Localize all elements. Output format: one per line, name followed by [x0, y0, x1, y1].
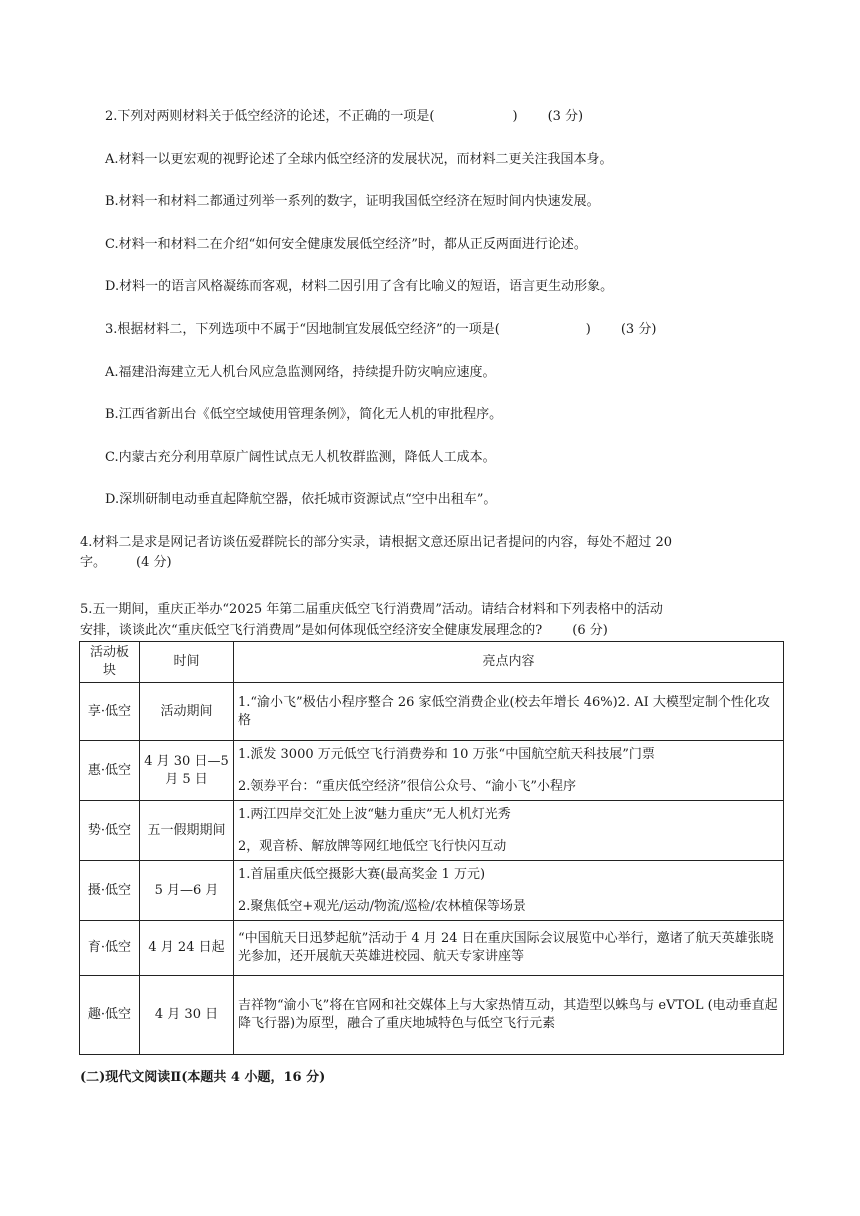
- header-time: 时间: [140, 642, 234, 683]
- row-time: 活动期间: [140, 683, 234, 741]
- q4-score: (4 分): [136, 555, 172, 570]
- q3-option-c: C.内蒙古充分利用草原广阔性试点无人机牧群监测，降低人工成本。: [105, 450, 496, 465]
- row-highlights: [234, 801, 784, 861]
- row-time: 4 月 30 日—5 月 5 日: [140, 741, 234, 801]
- section-heading: (二)现代文阅读Ⅱ(本题共 4 小题，16 分): [80, 1070, 326, 1085]
- row-highlights: [234, 921, 784, 976]
- highlight-text: “中国航天日迅梦起航”活动于 4 月 24 日在重庆国际会议展览中心举行，邀诸了航天英雄张晓光参加，还开展航天英雄进校园、航天专家讲座等: [238, 931, 774, 964]
- highlight-text: 1.“渝小飞”极估小程序整合 26 家低空消费企业(校去年增长 46%)2. AI 大模型定制个性化攻格: [238, 694, 770, 728]
- q3-close-paren: ): [585, 322, 591, 337]
- q3-stem-text: 3.根据材料二，下列选项中不属于“因地制宜发展低空经济”的一项是(: [105, 322, 500, 337]
- row-highlights: [234, 861, 784, 921]
- row-block: 趣·低空: [80, 976, 140, 1055]
- q3-option-a: A.福建沿海建立无人机台风应急监测网络，持续提升防灾响应速度。: [105, 365, 496, 380]
- q2-score: (3 分): [547, 109, 584, 124]
- activity-table: [79, 641, 784, 1055]
- table-row: [80, 921, 784, 976]
- row-block: 享·低空: [80, 683, 140, 741]
- row-highlights: [234, 683, 784, 741]
- q2-stem-text: 2.下列对两则材料关于低空经济的论述，不正确的一项是(: [105, 109, 435, 124]
- table-header-row: [80, 642, 784, 683]
- highlight-item-2: 2.聚焦低空+观光/运动/物流/巡检/农林植保等场景: [238, 898, 526, 914]
- q4-line2-text: 字。: [80, 555, 107, 570]
- question-2-stem: [105, 108, 583, 126]
- highlight-item-2: 2.领券平台：“重庆低空经济”很信公众号、“渝小飞”小程序: [238, 778, 576, 794]
- question-4-line-2: [80, 554, 172, 572]
- question-5-line-1: 5.五一期间，重庆正举办“2025 年第二届重庆低空飞行消费周”活动。请结合材料和下列表格中的活动: [80, 602, 663, 617]
- table-row: [80, 741, 784, 801]
- row-time: 4 月 24 日起: [140, 921, 234, 976]
- q3-score: (3 分): [620, 322, 657, 337]
- header-block: 活动板块: [80, 642, 140, 683]
- q3-option-d: D.深圳研制电动垂直起降航空器，依托城市资源试点“空中出租车”。: [105, 492, 497, 507]
- row-block: 育·低空: [80, 921, 140, 976]
- highlight-item-1: 1.派发 3000 万元低空飞行消费券和 10 万张“中国航空航天科技展”门票: [238, 746, 655, 762]
- row-block: 摄·低空: [80, 861, 140, 921]
- question-5-line-2: [80, 622, 608, 640]
- header-highlights: 亮点内容: [234, 642, 784, 683]
- table-row: [80, 861, 784, 921]
- row-highlights: [234, 741, 784, 801]
- q5-score: (6 分): [572, 623, 608, 638]
- row-time: 5 月—6 月: [140, 861, 234, 921]
- question-4-line-1: 4.材料二是求是网记者访谈伍爱群院长的部分实录，请根据文意还原出记者提问的内容，每处不超过 20: [80, 535, 673, 550]
- q3-option-b: B.江西省新出台《低空空域使用管理条例》，简化无人机的审批程序。: [105, 407, 503, 422]
- q2-close-paren: ): [512, 109, 518, 124]
- highlight-item-1: 1.两江四岸交汇处上波“魅力重庆”无人机灯光秀: [238, 806, 511, 822]
- table-row: [80, 801, 784, 861]
- highlight-item-1: 1.首届重庆低空摄影大赛(最高奖金 1 万元): [238, 866, 486, 882]
- highlight-item-2: 2，观音桥、解放牌等网红地低空飞行快闪互动: [238, 838, 507, 854]
- row-time: 五一假期期间: [140, 801, 234, 861]
- table-row: [80, 976, 784, 1055]
- highlight-text: 吉祥物“渝小飞”将在官网和社交媒体上与大家热情互动，其造型以蛛鸟与 eVTOL (电动垂直起降飞行器)为原型，融合了重庆地城特色与低空飞行元素: [238, 998, 778, 1031]
- question-3-stem: [105, 321, 656, 339]
- q2-option-a: A.材料一以更宏观的视野论述了全球内低空经济的发展状况，而材料二更关注我国本身。: [105, 152, 613, 167]
- row-time: 4 月 30 日: [140, 976, 234, 1055]
- q2-option-b: B.材料一和材料二都通过列举一系列的数字，证明我国低空经济在短时间内快速发展。: [105, 194, 600, 209]
- q2-option-c: C.材料一和材料二在介绍“如何安全健康发展低空经济”时，都从正反两面进行论述。: [105, 237, 587, 252]
- q5-line2-text: 安排，谈谈此次“重庆低空飞行消费周”是如何体现低空经济安全健康发展理念的?: [80, 623, 543, 638]
- table-row: [80, 683, 784, 741]
- row-highlights: [234, 976, 784, 1055]
- row-block: 势·低空: [80, 801, 140, 861]
- row-block: 惠·低空: [80, 741, 140, 801]
- q2-option-d: D.材料一的语言风格凝练而客观，材料二因引用了含有比喻义的短语，语言更生动形象。: [105, 279, 614, 294]
